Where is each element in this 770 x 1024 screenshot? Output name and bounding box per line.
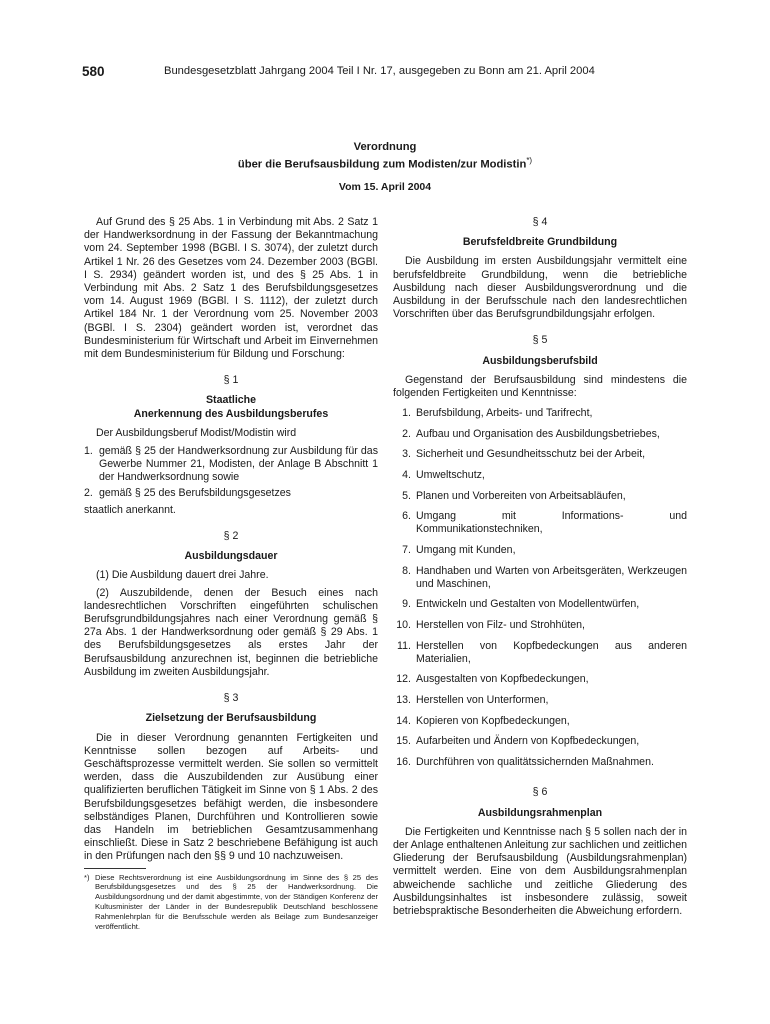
section-5-number: § 5 xyxy=(532,334,548,347)
footnote-rule xyxy=(84,868,146,869)
section-4-para-1: Die Ausbildung im ersten Ausbildungsjahr vermittelt eine berufsfeldbreite Grundbildung, wenn die betriebliche Ausbildung nach dieser Ausbildungsverordnung und die Ausbildung in der Berufsschule nach den landesrechtlichen Vorschriften über das Berufsgrundbildungsjahr erfolgen. xyxy=(393,255,687,321)
list-item: 1. Berufsbildung, Arbeits- und Tarifrecht, xyxy=(402,407,593,420)
section-5-list xyxy=(393,407,687,769)
left-column xyxy=(84,216,378,931)
list-item: 14. Kopieren von Kopfbedeckungen, xyxy=(396,714,570,727)
title-line-2: über die Berufsausbildung zum Modisten/zur Modistin*) xyxy=(237,156,533,171)
section-5-title: Ausbildungsberufsbild xyxy=(482,354,598,367)
list-item: 5. Planen und Vorbereiten von Arbeitsabläufen, xyxy=(402,489,626,502)
section-3-title: Zielsetzung der Berufsausbildung xyxy=(145,712,317,725)
section-3-para-1: Die in dieser Verordnung genannten Fertigkeiten und Kenntnisse sollen bezogen auf Arbeits- und Geschäftsprozesse vermittelt werden. Sie sollen so vermittelt werden, dass die Auszubildenden zur Ausübung einer qualifizierten beruflichen Tätigkeit im Sinne von § 1 Abs. 2 des Berufsbildungsgesetzes befähigt werden, die insbesondere selbständiges Planen, Durchführen und Kontrollieren sowie das Handeln im betrieblichen Gesamtzusammenhang einschließt. Diese in Satz 2 beschriebene Befähigung ist auch in den Prüfungen nach den §§ 9 und 10 nachzuweisen. xyxy=(84,731,378,863)
list-item: 10. Herstellen von Filz- und Strohhüten, xyxy=(396,618,585,631)
section-1-number: § 1 xyxy=(223,374,239,387)
list-item: 2. gemäß § 25 des Berufsbildungsgesetzes xyxy=(84,486,291,499)
list-item: 11. Herstellen von Kopfbedeckungen aus anderen Materialien, xyxy=(397,639,687,665)
section-6-number: § 6 xyxy=(532,786,548,799)
page-number: 580 xyxy=(82,64,105,79)
section-1-intro: Der Ausbildungsberuf Modist/Modistin wird xyxy=(96,426,297,439)
section-6-para-1: Die Fertigkeiten und Kenntnisse nach § 5 sollen nach der in der Anlage enthaltenen Anleitung zur sachlichen und zeitlichen Gliederung der Berufsausbildung (Ausbildungsrahmenplan) vermittelt werden. Eine von dem Ausbildungsrahmenplan abweichende sachliche und zeitliche Gliederung des Ausbildungsinhaltes ist insbesondere zulässig, soweit betriebspraktische Besonderheiten die Abweichung erfordern. xyxy=(393,825,687,917)
page-header xyxy=(82,64,710,84)
section-6-title: Ausbildungsrahmenplan xyxy=(477,806,603,819)
right-column xyxy=(393,216,687,918)
list-item: 3. Sicherheit und Gesundheitsschutz bei der Arbeit, xyxy=(402,448,646,461)
list-item: 6. Umgang mit Informations- und Kommunikationstechniken, xyxy=(402,510,687,536)
ordinance-date: Vom 15. April 2004 xyxy=(338,181,432,193)
title-footnote-mark: *) xyxy=(526,156,533,165)
section-2-title: Ausbildungsdauer xyxy=(184,550,278,563)
list-item: 9. Entwickeln und Gestalten von Modellentwürfen, xyxy=(402,598,640,611)
list-item: 12. Ausgestalten von Kopfbedeckungen, xyxy=(396,673,589,686)
ordinance-title xyxy=(82,140,688,172)
list-item: 2. Aufbau und Organisation des Ausbildungsbetriebes, xyxy=(402,427,660,440)
section-2-para-2: (2) Auszubildende, denen der Besuch eines nach landesrechtlichen Vorschriften eingeführten schulischen Berufsgrundbildungsjahres nach einer Verordnung gemäß § 27a Abs. 1 der Handwerksordnung oder gemäß § 29 Abs. 1 des Berufsbildungsgesetzes als erstes Jahr der Berufsausbildung anzurechnen ist, beginnen die betriebliche Ausbildung im zweiten Ausbildungsjahr. xyxy=(84,586,378,678)
section-2-number: § 2 xyxy=(223,530,239,543)
section-5-intro: Gegenstand der Berufsausbildung sind mindestens die folgenden Fertigkeiten und Kenntnisse: xyxy=(393,373,687,400)
title-line-1: Verordnung xyxy=(353,141,417,153)
section-3-number: § 3 xyxy=(223,692,239,705)
journal-line: Bundesgesetzblatt Jahrgang 2004 Teil I Nr. 17, ausgegeben zu Bonn am 21. April 2004 xyxy=(164,65,595,77)
section-1-outro: staatlich anerkannt. xyxy=(84,503,176,516)
preamble: Auf Grund des § 25 Abs. 1 in Verbindung mit Abs. 2 Satz 1 der Handwerksordnung in der Fassung der Bekanntmachung vom 24. September 1998 (BGBl. I S. 3074), der zuletzt durch Artikel 1 Nr. 26 des Gesetzes vom 24. Dezember 2003 (BGBl. I S. 2934) geändert worden ist, und des § 25 Abs. 1 in Verbindung mit Abs. 2 Satz 1 des Berufsbildungsgesetzes vom 14. August 1969 (BGBl. I S. 1112), der zuletzt durch Artikel 184 Nr. 1 der Verordnung vom 25. November 2003 (BGBl. I S. 2304) geändert worden ist, verordnet das Bundesministerium für Wirtschaft und Arbeit im Einvernehmen mit dem Bundesministerium für Bildung und Forschung: xyxy=(84,216,378,361)
section-1-title: Staatliche Anerkennung des Ausbildungsberufes xyxy=(133,394,329,420)
footnote-text: Diese Rechtsverordnung ist eine Ausbildungsordnung im Sinne des § 25 des Berufsbildungsgesetzes und des § 25 der Handwerksordnung. Die Ausbildungsordnung und der damit abgestimmte, von der Ständigen Konferenz der Kultusminister der Länder in der Bundesrepublik Deutschland beschlossene Rahmenlehrplan für die Berufsschule werden als Beilage zum Bundesanzeiger veröffentlicht. xyxy=(95,872,378,931)
list-item: 13. Herstellen von Unterformen, xyxy=(396,693,549,706)
footnote-mark: *) xyxy=(84,872,90,882)
section-1-list xyxy=(84,445,378,500)
section-4-title: Berufsfeldbreite Grundbildung xyxy=(462,236,618,249)
footnote xyxy=(84,873,378,932)
list-item: 1. gemäß § 25 der Handwerksordnung zur Ausbildung für das Gewerbe Nummer 21, Modisten, der Anlage B Abschnitt 1 der Handwerksordnung sowie xyxy=(84,445,378,484)
list-item: 15. Aufarbeiten und Ändern von Kopfbedeckungen, xyxy=(396,735,640,748)
list-item: 16. Durchführen von qualitätssichernden Maßnahmen. xyxy=(396,755,654,768)
list-item: 7. Umgang mit Kunden, xyxy=(402,544,516,556)
section-4-number: § 4 xyxy=(532,216,548,228)
section-2-para-1: (1) Die Ausbildung dauert drei Jahre. xyxy=(96,569,269,582)
list-item: 4. Umweltschutz, xyxy=(402,469,485,482)
list-item: 8. Handhaben und Warten von Arbeitsgeräten, Werkzeugen und Maschinen, xyxy=(402,564,687,590)
